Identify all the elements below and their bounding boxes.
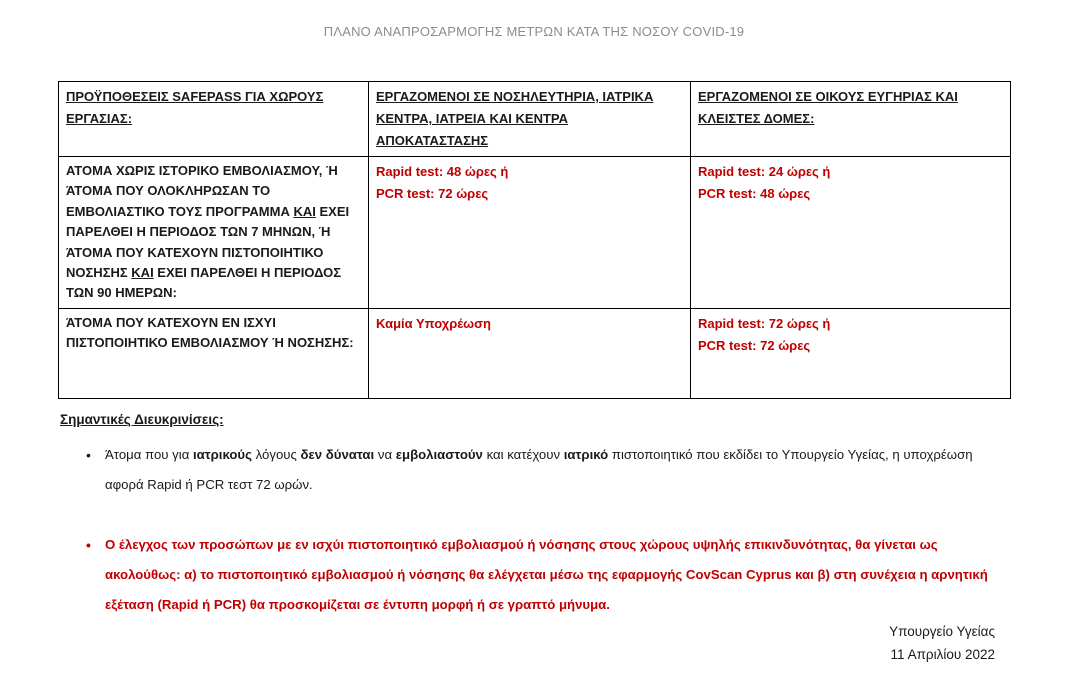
note-medical-exemption-text: Άτομα που για ιατρικούς λόγους δεν δύναται να εμβολιαστούν και κατέχουν ιατρικό πιστοποιητικό που εκδίδει το Υπουργείο Υγείας, η υποχρέωση αφορά Rapid ή PCR τεστ 72 ωρών. — [105, 446, 973, 492]
table-row-vaccinated — [59, 308, 1011, 398]
important-clarifications-section — [58, 412, 1010, 620]
safepass-requirements-table — [58, 81, 1011, 399]
document-footer — [889, 620, 995, 666]
requirement-care-homes-unvaccinated: Rapid test: 24 ώρες ή PCR test: 48 ώρες — [691, 157, 1011, 309]
document-content — [0, 81, 1068, 620]
note-check-procedure — [86, 530, 991, 620]
note-check-procedure-text: Ο έλεγχος των προσώπων με εν ισχύι πιστοποιητικό εμβολιασμού ή νόσησης στους χώρους υψηλής επικινδυνότητας, θα γίνεται ως ακολούθως: α) το πιστοποιητικό εμβολιασμού ή νόσησης θα ελέγχεται μέσω της εφαρμογής CovScan Cyprus και β) στη συνέχεια η αρνητική εξέταση (Rapid ή PCR) θα προσκομίζεται σε έντυπη μορφή ή σε γραπτό μήνυμα. — [105, 536, 988, 612]
condition-vaccinated-text: ΆΤΟΜΑ ΠΟΥ ΚΑΤΕΧΟΥΝ ΕΝ ΙΣΧΥΙ ΠΙΣΤΟΠΟΙΗΤΙΚΟ ΕΜΒΟΛΙΑΣΜΟΥ Ή ΝΟΣΗΣΗΣ: — [59, 308, 369, 398]
requirement-hospitals-unvaccinated: Rapid test: 48 ώρες ή PCR test: 72 ώρες — [369, 157, 691, 309]
bullet-icon: • — [86, 536, 91, 553]
header-healthcare-workers: ΕΡΓΑΖΟΜΕΝΟΙ ΣΕ ΝΟΣΗΛΕΥΤΗΡΙΑ, ΙΑΤΡΙΚΑ ΚΕΝΤΡΑ, ΙΑΤΡΕΙΑ ΚΑΙ ΚΕΝΤΡΑ ΑΠΟΚΑΤΑΣΤΑΣΗΣ — [369, 82, 691, 157]
clarifications-heading: Σημαντικές Διευκρινίσεις: — [60, 411, 224, 427]
table-row-unvaccinated — [59, 157, 1011, 309]
note-medical-exemption — [86, 440, 991, 500]
requirement-hospitals-vaccinated: Καμία Υποχρέωση — [369, 308, 691, 398]
table-header-row — [59, 82, 1011, 157]
header-care-home-workers: ΕΡΓΑΖΟΜΕΝΟΙ ΣΕ ΟΙΚΟΥΣ ΕΥΓΗΡΙΑΣ ΚΑΙ ΚΛΕΙΣΤΕΣ ΔΟΜΕΣ: — [691, 82, 1011, 157]
document-title: ΠΛΑΝΟ ΑΝΑΠΡΟΣΑΡΜΟΓΗΣ ΜΕΤΡΩΝ ΚΑΤΑ ΤΗΣ ΝΟΣΟΥ COVID-19 — [323, 24, 745, 39]
footer-date: 11 Απριλίου 2022 — [890, 647, 995, 662]
requirement-care-homes-vaccinated: Rapid test: 72 ώρες ή PCR test: 72 ώρες — [691, 308, 1011, 398]
footer-ministry: Υπουργείο Υγείας — [889, 624, 995, 639]
header-safepass-conditions: ΠΡΟΫΠΟΘΕΣΕΙΣ SAFEPASS ΓΙΑ ΧΩΡΟΥΣ ΕΡΓΑΣΙΑΣ: — [59, 82, 369, 157]
bullet-icon: • — [86, 446, 91, 463]
condition-unvaccinated-text: ΑΤΟΜΑ ΧΩΡΙΣ ΙΣΤΟΡΙΚΟ ΕΜΒΟΛΙΑΣΜΟΥ, Ή ΆΤΟΜΑ ΠΟΥ ΟΛΟΚΛΗΡΩΣΑΝ ΤΟ ΕΜΒΟΛΙΑΣΤΙΚΟ ΤΟΥΣ ΠΡΟΓΡΑΜΜΑ ΚΑΙ ΕΧΕΙ ΠΑΡΕΛΘΕΙ Η ΠΕΡΙΟΔΟΣ ΤΩΝ 7 ΜΗΝΩΝ, Ή ΆΤΟΜΑ ΠΟΥ ΚΑΤΕΧΟΥΝ ΠΙΣΤΟΠΟΙΗΤΙΚΟ ΝΟΣΗΣΗΣ ΚΑΙ ΕΧΕΙ ΠΑΡΕΛΘΕΙ Η ΠΕΡΙΟΔΟΣ ΤΩΝ 90 ΗΜΕΡΩΝ: — [59, 157, 369, 309]
